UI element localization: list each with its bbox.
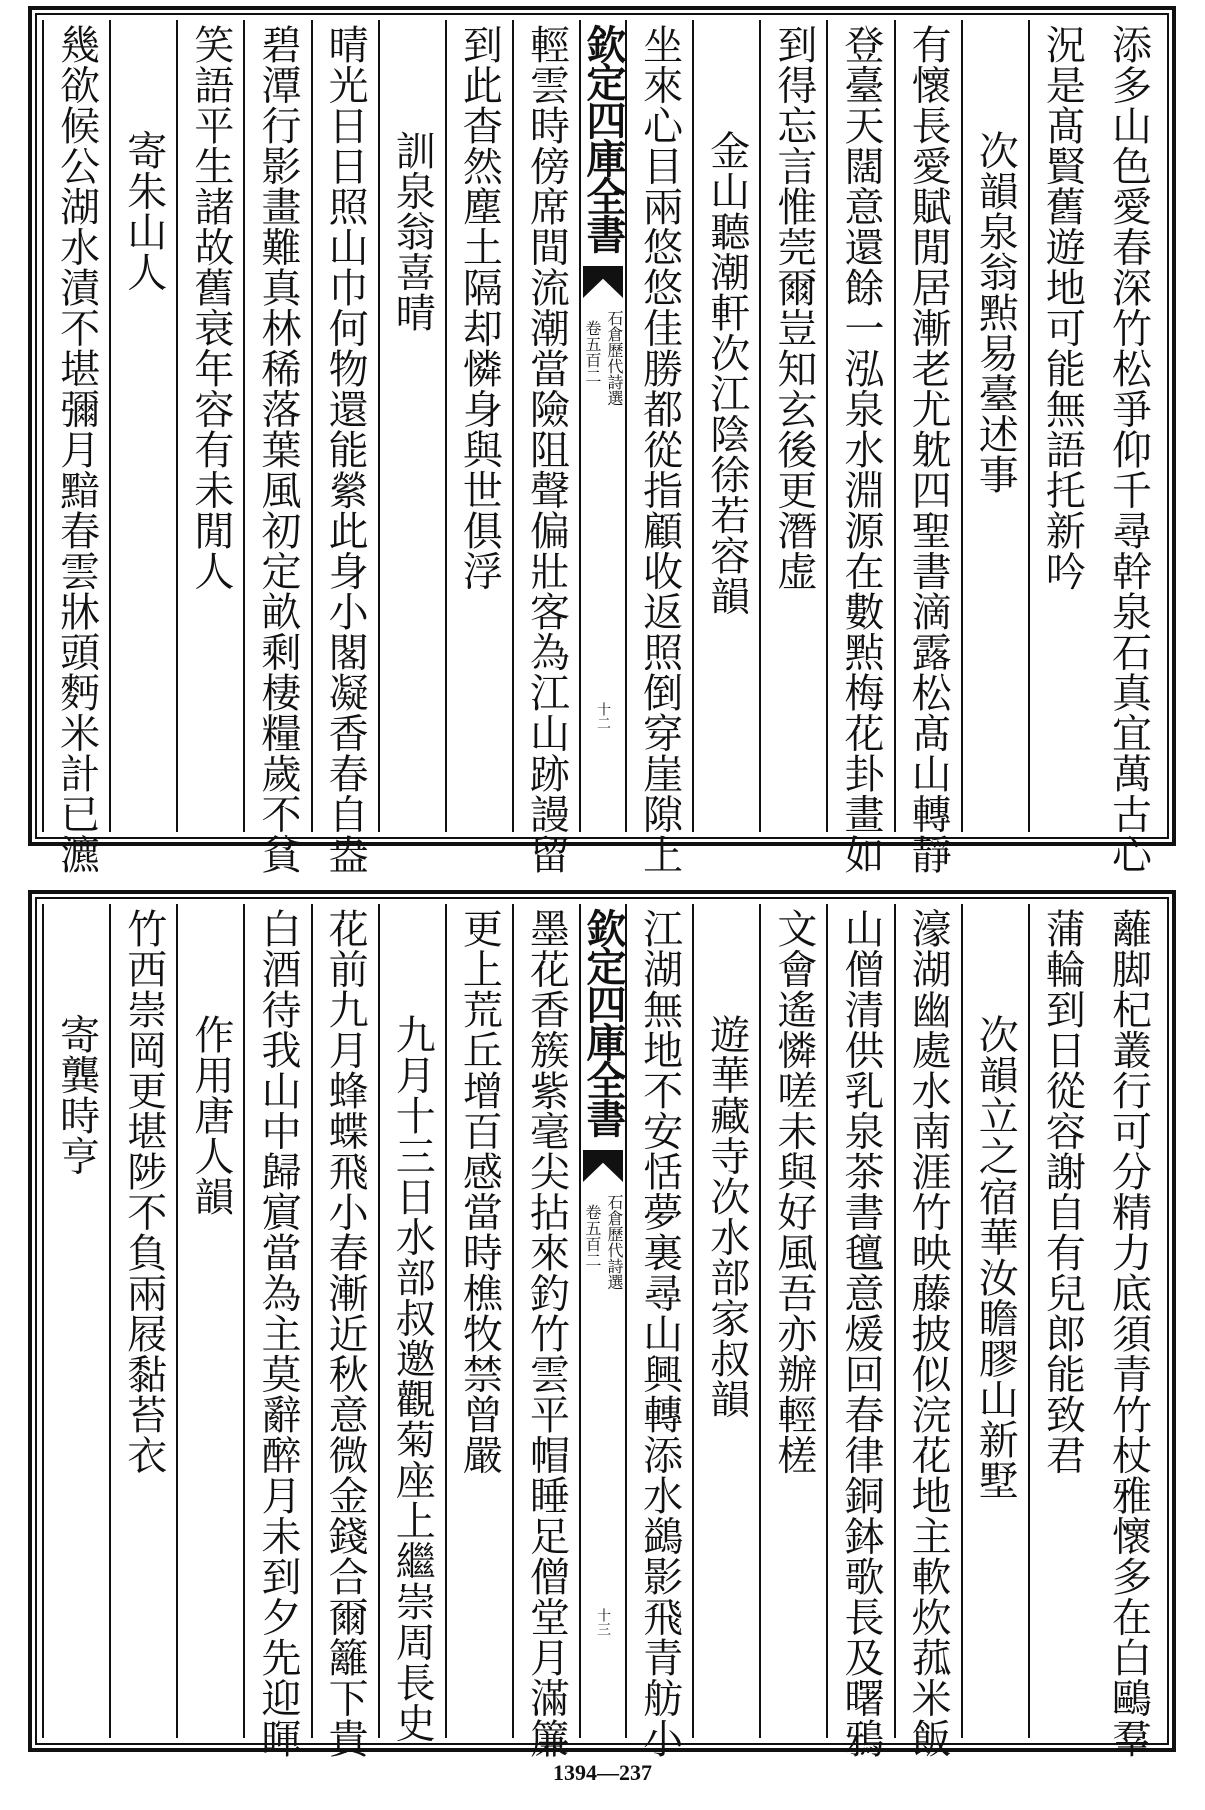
poem-line: 濠湖幽處水南涯竹映藤披似浣花地主軟炊菰米飯: [905, 908, 952, 1759]
poem-text-column: [512, 904, 579, 1759]
poem-title: 遊華藏寺次水部家叔韻: [703, 1014, 750, 1419]
poem-line: 笑語平生諸故舊衰年容有未閒人: [187, 24, 234, 591]
poem-title-column: [961, 904, 1028, 1738]
banner-page-number: 十三: [595, 1608, 611, 1636]
poem-text-column: [826, 904, 893, 1759]
poem-text-column: [759, 20, 826, 832]
poem-text-column: [243, 20, 310, 875]
poem-line: 竹西崇岡更堪陟不負兩屐黏苔衣: [120, 908, 167, 1475]
poem-line: 蘺脚杞叢行可分精力底須青竹杖雅懷多在白鷗羣: [1105, 908, 1152, 1759]
poem-title: 作用唐人韻: [187, 1014, 234, 1217]
poem-line: 幾欲候公湖水漬不堪彌月黯春雲牀頭麪米計已瀌: [53, 24, 100, 875]
poem-text-column: [311, 904, 378, 1759]
poem-line: 有懷長愛賦閒居漸老尤躭四聖書滴露松髙山轉靜: [905, 24, 952, 875]
banner-title: 欽定四庫全書: [580, 908, 627, 1136]
banner-page-number: 十二: [595, 702, 611, 730]
poem-line: 花前九月蜂蝶飛小春漸近秋意微金錢合爾籬下貴: [322, 908, 369, 1759]
banner-book-title: 石倉歷代詩選: [605, 310, 624, 406]
poem-line: 輕雲時傍席間流潮當險阻聲偏壯客為江山跡謾留: [523, 24, 570, 875]
banner-book-title: 石倉歷代詩選: [605, 1194, 624, 1290]
poem-line: 更上荒丘增百感當時樵牧禁曾嚴: [456, 908, 503, 1475]
poem-text-column: [1028, 20, 1095, 832]
poem-text-column: [311, 20, 378, 875]
lower-page: [28, 890, 1176, 1759]
poem-title-column: [109, 20, 176, 832]
poem-line: 墨花香簇紫毫尖拈來釣竹雲平帽睡足僧堂月滿簾: [523, 908, 570, 1759]
fish-tail-mark-icon: [583, 1150, 623, 1182]
poem-title: 次韻立之宿華汝瞻膠山新墅: [972, 1014, 1019, 1500]
poem-text-column: [445, 20, 512, 832]
poem-line: 江湖無地不安恬夢裏尋山興轉添水鷁影飛青舫小: [636, 908, 683, 1759]
poem-line: 添多山色愛春深竹松爭仰千尋幹泉石真宜萬古心: [1105, 24, 1152, 875]
banner-volume: 卷五百二: [583, 320, 602, 384]
poem-line: 到得忘言惟莞爾豈知玄後更潛虚: [770, 24, 817, 591]
upper-page-columns: [42, 20, 1162, 875]
poem-title: 金山聽潮軒次江陰徐若容韻: [703, 130, 750, 616]
poem-text-column: [1095, 904, 1162, 1759]
poem-title-column: [176, 904, 243, 1738]
poem-text-column: [826, 20, 893, 875]
poem-text-column: [42, 20, 109, 875]
banner-title: 欽定四庫全書: [580, 24, 627, 252]
poem-text-column: [243, 904, 310, 1759]
poem-title-column: [378, 20, 445, 832]
poem-text-column: [109, 904, 176, 1738]
poem-line: 到此杳然塵土隔却憐身與世俱浮: [456, 24, 503, 591]
poem-line: 白酒待我山中歸賔當為主莫辭醉月未到夕先迎暉: [254, 908, 301, 1759]
poem-title: 九月十三日水部叔邀觀菊座上繼崇周長史: [389, 1014, 436, 1743]
poem-text-column: [894, 20, 961, 875]
poem-text-column: [894, 904, 961, 1759]
page-footer-number: 1394—237: [553, 1760, 652, 1785]
poem-text-column: [1028, 904, 1095, 1738]
poem-title: 寄龔時亨: [53, 1014, 100, 1176]
poem-text-column: [625, 904, 692, 1759]
upper-page: [28, 6, 1176, 875]
poem-title-column: [42, 904, 109, 1738]
poem-title: 次韻泉翁㸃易臺述事: [972, 130, 1019, 495]
poem-title-column: [692, 20, 759, 832]
banner-volume: 卷五百二: [583, 1204, 602, 1268]
poem-line: 坐來心目兩悠悠佳勝都從指顧收返照倒穿崖隙上: [636, 24, 683, 875]
poem-title: 寄朱山人: [120, 130, 167, 292]
poem-title-column: [378, 904, 445, 1743]
banner-column: [579, 904, 625, 1738]
poem-text-column: [176, 20, 243, 832]
poem-line: 山僧清供乳泉茶書氊意煖回春律銅鉢歌長及曙鴉: [837, 908, 884, 1759]
poem-line: 蒲輪到日從容謝自有兒郎能致君: [1039, 908, 1086, 1475]
poem-line: 文會遙憐嗟未與好風吾亦辦輕槎: [770, 908, 817, 1475]
fish-tail-mark-icon: [583, 266, 623, 298]
poem-title-column: [692, 904, 759, 1738]
poem-title-column: [961, 20, 1028, 832]
poem-text-column: [759, 904, 826, 1738]
banner-column: [579, 20, 625, 832]
poem-line: 登臺天闊意還餘一泓泉水淵源在數㸃梅花卦畫如: [837, 24, 884, 875]
poem-line: 晴光日日照山巾何物還能縈此身小閣凝香春自盎: [322, 24, 369, 875]
poem-text-column: [625, 20, 692, 875]
poem-text-column: [512, 20, 579, 875]
poem-title: 訓泉翁喜晴: [389, 130, 436, 333]
poem-line: 碧潭行影畫難真林稀落葉風初定畝剩棲糧歲不貧: [254, 24, 301, 875]
lower-page-columns: [42, 904, 1162, 1759]
poem-text-column: [1095, 20, 1162, 875]
poem-text-column: [445, 904, 512, 1738]
poem-line: 況是髙賢舊遊地可能無語托新吟: [1039, 24, 1086, 591]
